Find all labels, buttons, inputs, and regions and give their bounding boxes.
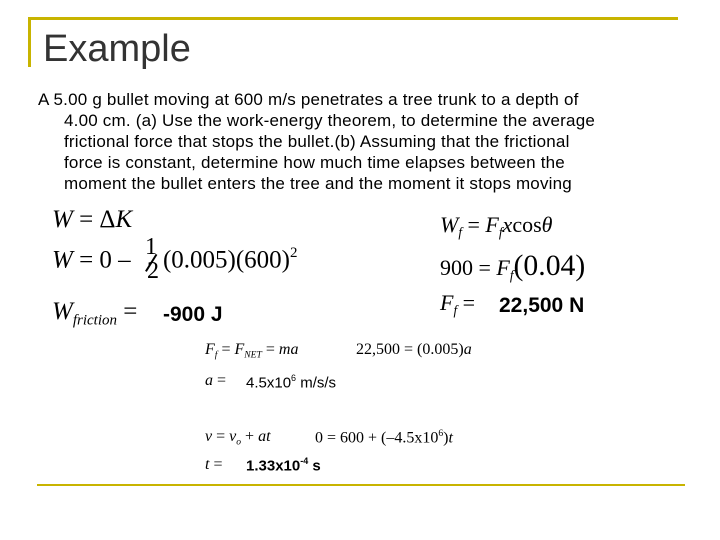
equation-work-friction: $W_{friction}$ = xyxy=(52,298,138,329)
fraction-one-half: 1 2 xyxy=(144,234,159,284)
equation-work-energy: W = ΔK xyxy=(52,206,133,233)
problem-line-2: 4.00 cm. (a) Use the work-energy theorem, to determine the average xyxy=(64,111,596,130)
left-rule xyxy=(28,17,31,67)
answer-work: -900 J xyxy=(163,303,223,326)
bottom-rule xyxy=(37,484,685,486)
problem-line-5: moment the bullet enters the tree and the moment it stops moving xyxy=(64,174,572,193)
equation-time-substituted: $0 = 600 + (-4.5x10^6)t$ xyxy=(315,428,453,447)
equation-force-substituted: $900 = F_f(0.04)$ xyxy=(440,250,586,283)
problem-line-3: frictional force that stops the bullet.(b) Assuming that the frictional xyxy=(64,132,570,151)
problem-line-1: A 5.00 g bullet moving at 600 m/s penetrates a tree trunk to a depth of xyxy=(38,90,579,109)
equation-kinematics: $v = v_o$ + at xyxy=(205,428,271,448)
equation-acceleration-substituted: 22,500 = (0.005)a xyxy=(356,341,472,358)
equation-newton-second-law: $F_f = F_{NET}$ = ma xyxy=(205,341,299,361)
top-rule xyxy=(28,17,678,20)
answer-acceleration: $4.5x10^6$ m/s/s xyxy=(246,373,337,392)
equation-time-result: t = xyxy=(205,456,223,473)
equation-work-force: $W_f = F_fxcos\theta$ xyxy=(440,212,553,240)
equation-work-substituted: W = 0 – 1 2 $(0.005)(600)^2$ xyxy=(52,234,298,284)
problem-line-4: force is constant, determine how much time elapses between the xyxy=(64,153,565,172)
answer-force: 22,500 N xyxy=(499,294,585,317)
problem-statement xyxy=(38,89,688,194)
slide-title: Example xyxy=(43,28,191,70)
answer-time: $1.33x10^{-4}$ s xyxy=(246,456,321,475)
equation-acceleration-result: a = xyxy=(205,372,227,389)
equation-force-result: $F_f$ = xyxy=(440,290,476,318)
